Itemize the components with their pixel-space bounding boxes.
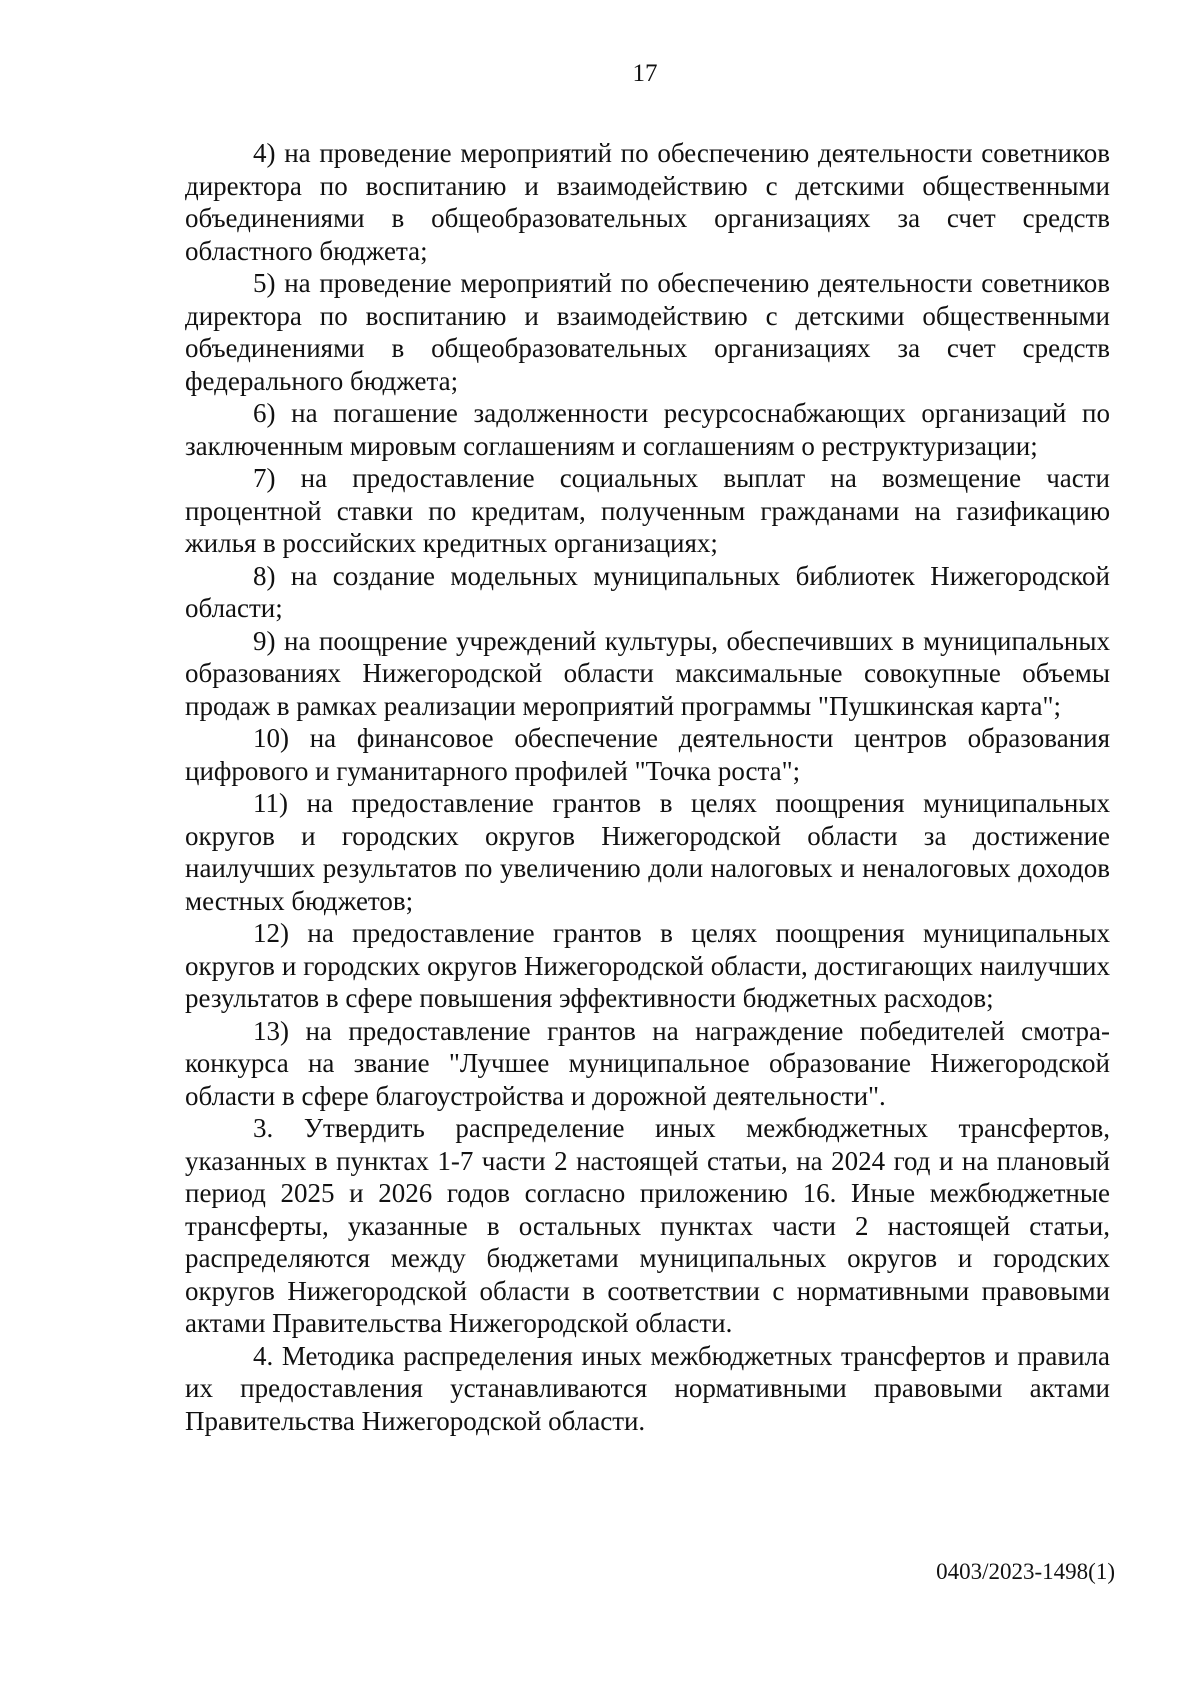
page-number: 17 xyxy=(632,60,658,87)
document-body xyxy=(185,137,1110,1437)
list-item-8: 8) на создание модельных муниципальных библиотек Нижегородской области; xyxy=(185,560,1110,623)
list-item-11: 11) на предоставление грантов в целях поощрения муниципальных округов и городских округов Нижегородской области за достижение наилучших результатов по увеличению доли налоговых и неналоговых доходов местных бюджетов; xyxy=(185,788,1110,916)
document-code: 0403/2023-1498(1) xyxy=(936,1559,1115,1584)
list-item-10: 10) на финансовое обеспечение деятельности центров образования цифрового и гуманитарного профилей "Точка роста"; xyxy=(185,723,1110,786)
list-item-5: 5) на проведение мероприятий по обеспечению деятельности советников директора по воспитанию и взаимодействию с детскими общественными объединениями в общеобразовательных организациях за счет средств федерального бюджета; xyxy=(185,268,1110,396)
list-item-4: 4) на проведение мероприятий по обеспечению деятельности советников директора по воспитанию и взаимодействию с детскими общественными объединениями в общеобразовательных организациях за счет средств областного бюджета; xyxy=(185,138,1110,266)
list-item-12: 12) на предоставление грантов в целях поощрения муниципальных округов и городских округов Нижегородской области, достигающих наилучших результатов в сфере повышения эффективности бюджетных расходов; xyxy=(185,918,1110,1013)
list-item-7: 7) на предоставление социальных выплат на возмещение части процентной ставки по кредитам, полученным гражданами на газификацию жилья в российских кредитных организациях; xyxy=(185,463,1110,558)
list-item-9: 9) на поощрение учреждений культуры, обеспечивших в муниципальных образованиях Нижегородской области максимальные совокупные объемы продаж в рамках реализации мероприятий программы "Пушкинская карта"; xyxy=(185,625,1110,721)
section-4-paragraph: 4. Методика распределения иных межбюджетных трансфертов и правила их предоставления устанавливаются нормативными правовыми актами Правительства Нижегородской области. xyxy=(185,1340,1110,1436)
section-3-paragraph: 3. Утвердить распределение иных межбюджетных трансфертов, указанных в пунктах 1-7 части 2 настоящей статьи, на 2024 год и на плановый период 2025 и 2026 годов согласно приложению 16. Иные межбюджетные трансферты, указанные в остальных пунктах части 2 настоящей статьи, распределяются между бюджетами муниципальных округов и городских округов Нижегородской области в соответствии с нормативными правовыми актами Правительства Нижегородской области. xyxy=(185,1113,1110,1338)
list-item-6: 6) на погашение задолженности ресурсоснабжающих организаций по заключенным мировым соглашениям и соглашениям о реструктуризации; xyxy=(185,398,1110,461)
list-item-13: 13) на предоставление грантов на награждение победителей смотра-конкурса на звание "Лучшее муниципальное образование Нижегородской области в сфере благоустройства и дорожной деятельности". xyxy=(185,1015,1110,1111)
